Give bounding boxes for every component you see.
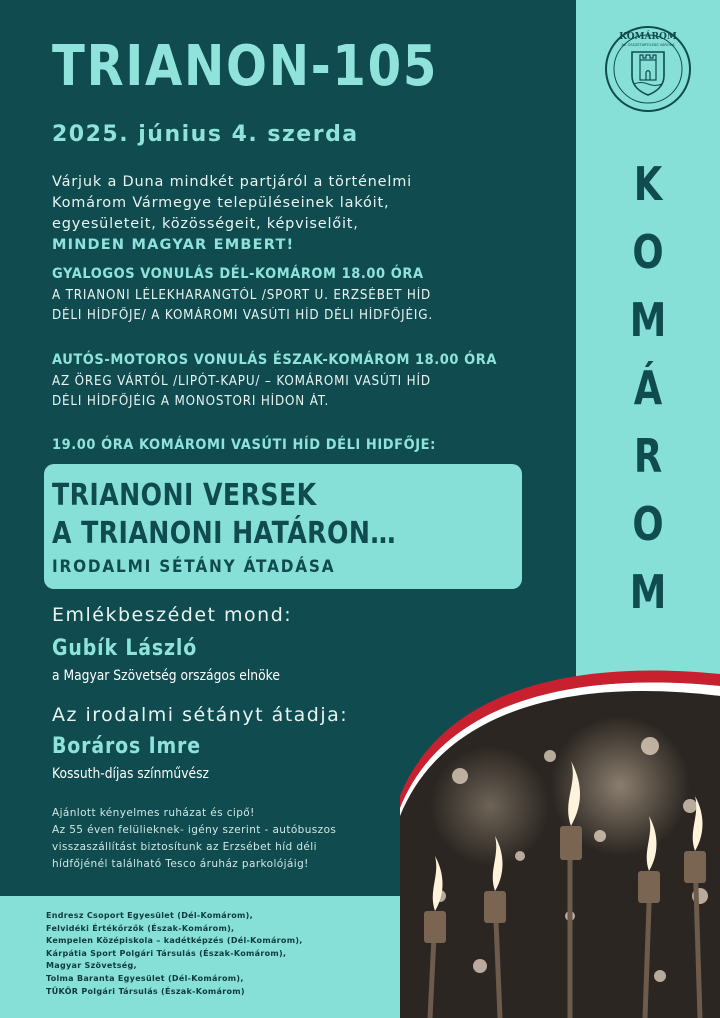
handover-label: Az irodalmi sétányt átadja: <box>52 704 349 726</box>
note-line: visszaszállítást biztosítunk az Erzsébet híd déli <box>52 841 317 853</box>
handover-name: Boráros Imre <box>52 734 201 759</box>
note-line: Az 55 éven felülieknek- igény szerint - autóbuszos <box>52 824 337 836</box>
march-section <box>52 266 552 326</box>
organizer-item: Endresz Csoport Egyesület (Dél-Komárom), <box>46 911 253 920</box>
seal-title: KOMÁROM <box>619 32 677 42</box>
speech-label: Emlékbeszédet mond: <box>52 604 293 626</box>
organizer-list <box>46 910 303 998</box>
intro-line: Várjuk a Duna mindkét partjáról a történelmi <box>52 174 412 190</box>
section-line: A TRIANONI LÉLEKHARANGTÓL /SPORT U. ERZSÉBET HÍD <box>52 288 432 303</box>
speaker-name: Gubík László <box>52 636 198 661</box>
note-line: Ajánlott kényelmes ruházat és cipő! <box>52 807 255 819</box>
section-heading: GYALOGOS VONULÁS DÉL-KOMÁROM 18.00 ÓRA <box>52 266 424 282</box>
handover-role: Kossuth-díjas színművész <box>52 766 209 782</box>
vertical-letter: K <box>633 157 663 211</box>
page-title: TRIANON-105 <box>52 34 439 99</box>
main-event-time: 19.00 ÓRA KOMÁROMI VASÚTI HÍD DÉLI HIDFŐJE: <box>52 437 436 453</box>
organizer-item: Magyar Szövetség, <box>46 961 137 971</box>
organizer-item: Kárpátia Sport Polgári Társulás (Észak-Komárom), <box>46 948 287 958</box>
intro-highlight: MINDEN MAGYAR EMBERT! <box>52 237 295 253</box>
organizer-item: Kempelen Középiskola – kadétképzés (Dél-Komárom), <box>46 936 303 946</box>
section-line: DÉLI HÍDFŐJÉIG A MONOSTORI HÍDON ÁT. <box>52 394 330 409</box>
convoy-section <box>52 352 552 412</box>
vertical-letter: O <box>632 497 664 551</box>
city-seal <box>603 24 693 114</box>
seal-ring-text: AZ ÖSSZETARTOZÁS VÁROSA <box>621 43 675 47</box>
intro-line: Komárom Vármegye településeinek lakóit, <box>52 195 390 211</box>
vertical-letter: R <box>633 429 663 483</box>
box-title-line2: A TRIANONI HATÁRON… <box>52 516 396 551</box>
section-heading: AUTÓS-MOTOROS VONULÁS ÉSZAK-KOMÁROM 18.00 ÓRA <box>52 352 497 368</box>
torches-photo <box>400 666 720 1018</box>
intro-line: egyesületeit, közösségeit, képviselőit, <box>52 216 359 232</box>
torches-illustration <box>400 666 720 1018</box>
coat-of-arms-icon <box>603 24 693 114</box>
vertical-letter: M <box>629 565 667 619</box>
event-highlight-box <box>44 464 522 589</box>
vertical-letter: O <box>632 225 664 279</box>
section-line: DÉLI HÍDFŐJE/ A KOMÁROMI VASÚTI HÍD DÉLI HÍDFŐJÉIG. <box>52 308 433 323</box>
box-title-line1: TRIANONI VERSEK <box>52 478 317 513</box>
vertical-letter: Á <box>633 361 663 415</box>
vertical-city-name <box>576 150 720 626</box>
intro-text <box>52 172 532 256</box>
speaker-role: a Magyar Szövetség országos elnöke <box>52 668 280 684</box>
organizer-item: Felvidéki Értékőrzők (Észak-Komárom), <box>46 923 235 933</box>
event-date: 2025. június 4. szerda <box>52 122 359 147</box>
vertical-letter: M <box>629 293 667 347</box>
section-line: AZ ÖREG VÁRTÓL /LIPÓT-KAPU/ – KOMÁROMI VASÚTI HÍD <box>52 374 431 389</box>
organizer-item: Tolma Baranta Egyesület (Dél-Komárom), <box>46 973 244 983</box>
note-line: hídfőjénél található Tesco áruház parkolójáig! <box>52 858 309 870</box>
organizer-item: TÜKÖR Polgári Társulás (Észak-Komárom) <box>46 986 245 996</box>
box-subtitle: IRODALMI SÉTÁNY ÁTADÁSA <box>52 557 336 577</box>
